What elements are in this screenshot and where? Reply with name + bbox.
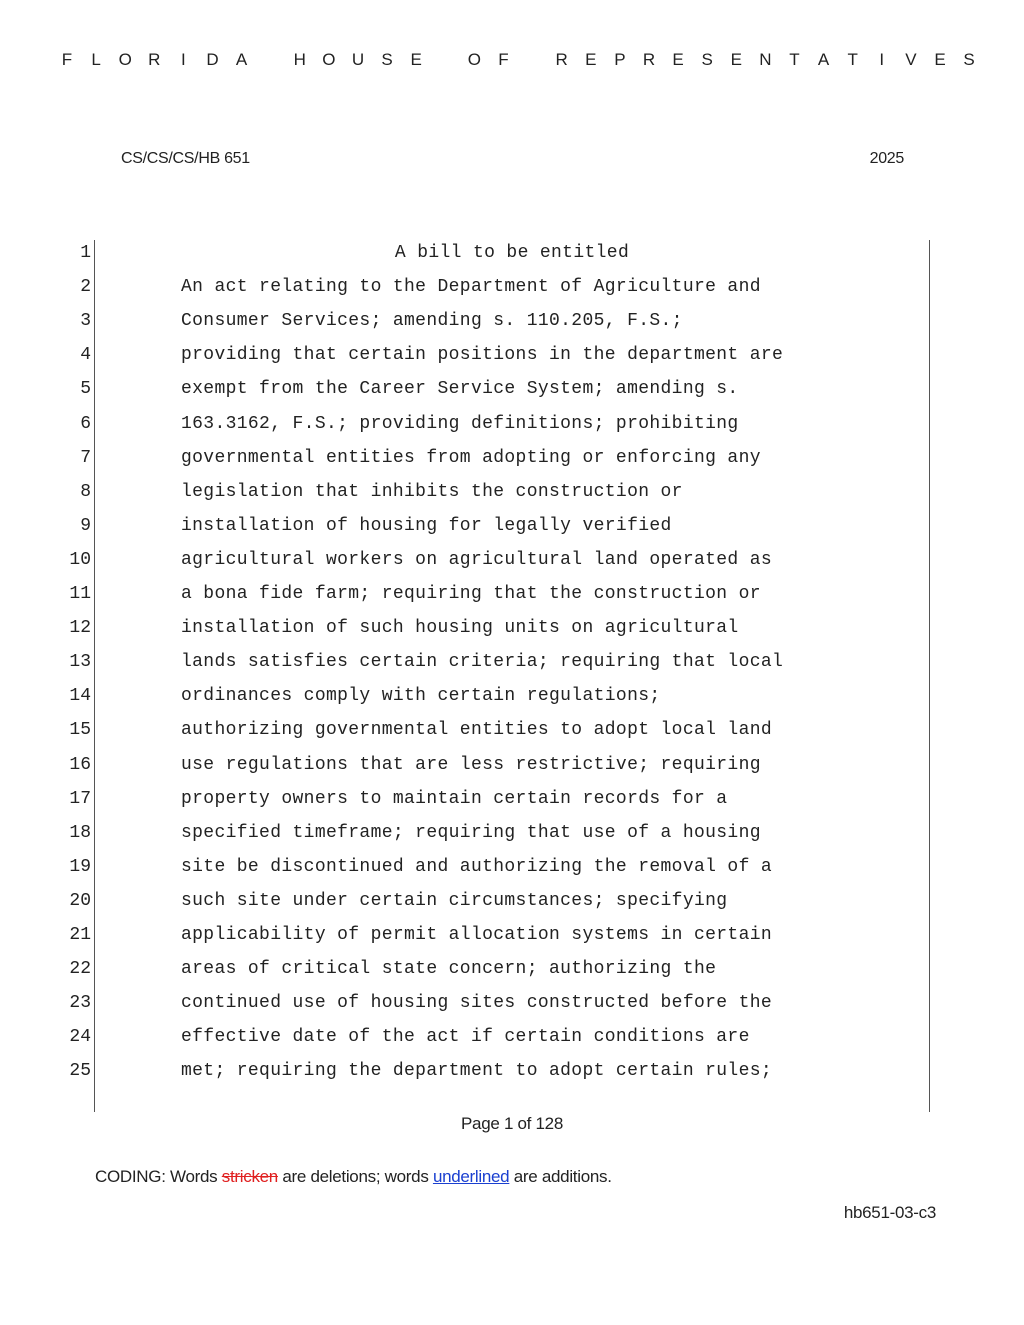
line-number: 16 [69,754,91,775]
bill-line [0,343,1024,377]
line-number: 13 [69,652,91,673]
chamber-title-letter: L [91,50,101,69]
chamber-title-letter: A [817,50,830,69]
bill-id: CS/CS/CS/HB 651 [121,150,250,167]
bill-line [0,275,1024,309]
bill-line [0,412,1024,446]
line-number: 9 [80,515,91,536]
chamber-title-letter: F [498,50,509,69]
line-number: 2 [80,277,91,298]
line-number: 4 [80,345,91,366]
line-text: met; requiring the department to adopt certain rules; [181,1061,773,1082]
bill-line [0,684,1024,718]
chamber-title-letter: E [730,50,742,69]
chamber-title-letter: R [148,50,161,69]
line-number: 12 [69,618,91,639]
chamber-title-letter: O [118,50,132,69]
bill-line [0,480,1024,514]
bill-line [0,548,1024,582]
bill-line [0,514,1024,548]
chamber-title-letter: P [614,50,626,69]
line-number: 10 [69,549,91,570]
chamber-title-letter: E [934,50,946,69]
line-text: such site under certain circumstances; specifying [181,890,728,911]
line-number: 20 [69,890,91,911]
bill-line [0,923,1024,957]
line-number: 21 [69,925,91,945]
chamber-title-letter: T [789,50,800,69]
chamber-title-letter: R [642,50,656,69]
chamber-title-letter: S [963,50,975,69]
bill-line [0,650,1024,684]
bill-line [0,446,1024,480]
chamber-title-letter: O [467,50,481,69]
chamber-title-letter: E [585,50,597,69]
line-text: exempt from the Career Service System; amending s. [181,379,739,400]
coding-prefix: CODING: Words [95,1167,222,1186]
chamber-title-letter: H [293,50,306,69]
line-text: providing that certain positions in the department are [181,345,784,366]
line-text: effective date of the act if certain conditions are [181,1027,750,1048]
bill-line [0,753,1024,787]
chamber-title-letter: T [847,50,858,69]
bill-line [0,787,1024,821]
line-text: continued use of housing sites constructed before the [181,993,773,1014]
chamber-title-letter: A [235,50,248,69]
chamber-title-letter: E [672,50,684,69]
bill-line [0,718,1024,752]
line-number: 7 [80,447,91,468]
line-number: 6 [80,413,91,434]
bill-line [0,616,1024,650]
line-number: 24 [69,1027,91,1048]
bill-line [0,991,1024,1025]
chamber-title-letter: F [61,50,73,69]
coding-suffix: are additions. [509,1167,612,1186]
chamber-title-letter: O [322,50,336,69]
line-text: installation of such housing units on agricultural [181,618,739,639]
line-text: 163.3162, F.S.; providing definitions; prohibiting [181,413,739,434]
line-number: 1 [80,243,91,263]
line-text: property owners to maintain certain records for a [181,788,728,809]
chamber-title-letter: I [181,50,186,69]
bill-line [0,855,1024,889]
chamber-title-letter: V [905,50,917,69]
bill-line [0,821,1024,855]
file-code: hb651-03-c3 [843,1203,936,1222]
bill-line [0,309,1024,343]
chamber-title-letter: D [206,50,219,69]
line-number: 25 [69,1061,91,1082]
chamber-title [0,50,1024,74]
line-number: 17 [69,788,91,809]
line-number: 18 [69,822,91,843]
bill-line [0,582,1024,616]
line-text: specified timeframe; requiring that use of a housing [181,822,761,843]
line-text: Consumer Services; amending s. 110.205, F.S.; [181,311,683,332]
bill-line [0,241,1024,275]
bill-line [0,1059,1024,1093]
coding-underlined-example: underlined [432,1167,510,1186]
line-text: applicability of permit allocation systems in certain [181,925,773,945]
line-text: areas of critical state concern; authorizing the [181,959,717,980]
coding-middle: are deletions; words [277,1167,433,1186]
line-number: 15 [69,720,91,741]
bill-year: 2025 [869,150,904,167]
line-number: 19 [69,856,91,877]
line-text: An act relating to the Department of Agriculture and [181,277,761,298]
line-number: 22 [69,959,91,980]
chamber-title-letter: U [351,50,365,69]
line-text: ordinances comply with certain regulations; [181,686,661,707]
chamber-title-letter: S [701,50,713,69]
chamber-title-letter: E [410,50,422,69]
coding-stricken-example: stricken [221,1167,278,1186]
page-number: Page 1 of 128 [461,1114,563,1133]
line-text: lands satisfies certain criteria; requiring that local [181,652,784,673]
line-text: governmental entities from adopting or enforcing any [181,447,761,468]
bill-line [0,1025,1024,1059]
line-text: installation of housing for legally verified [181,515,672,536]
bill-line [0,957,1024,991]
chamber-title-letter: I [879,50,885,69]
line-number: 23 [69,993,91,1014]
line-text: legislation that inhibits the construction or [181,481,683,502]
coding-legend [95,1167,612,1187]
chamber-title-letter: N [759,50,772,69]
line-text: use regulations that are less restrictive; requiring [181,754,761,775]
line-number: 5 [80,379,91,400]
line-text: authorizing governmental entities to adopt local land [181,720,773,741]
line-text: site be discontinued and authorizing the removal of a [181,856,773,877]
bill-line [0,377,1024,411]
line-number: 11 [69,584,91,604]
bill-line [0,889,1024,923]
line-text: agricultural workers on agricultural land operated as [181,549,773,570]
line-number: 8 [80,481,91,502]
chamber-title-letter: S [381,50,393,69]
line-text: a bona fide farm; requiring that the construction or [181,584,761,604]
line-text: A bill to be entitled [394,243,630,263]
line-number: 14 [69,686,91,707]
line-number: 3 [80,311,91,332]
chamber-title-letter: R [555,50,568,69]
